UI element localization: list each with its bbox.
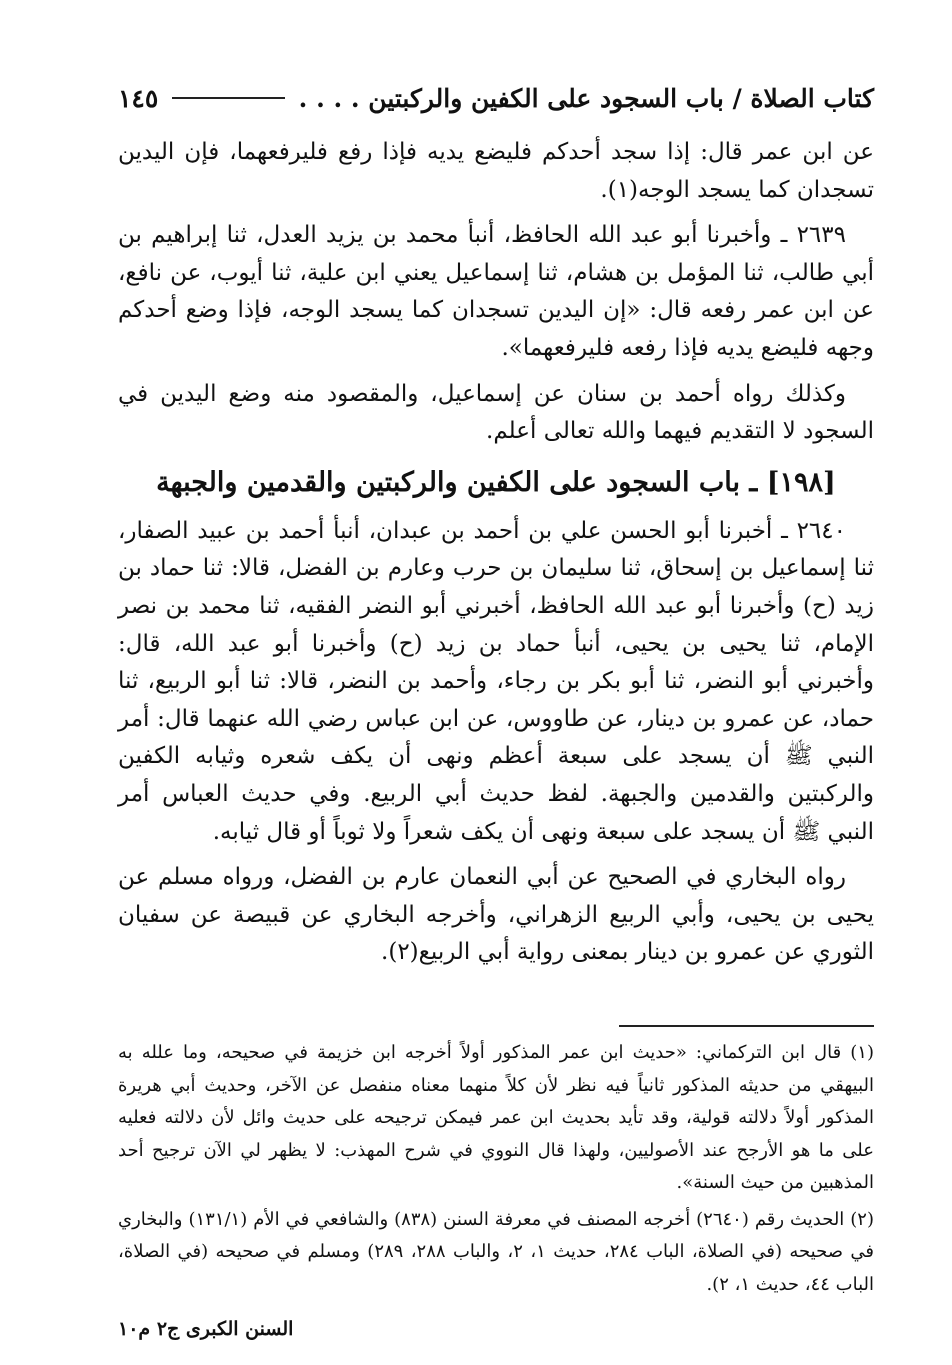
footnote-1: (١) قال ابن التركماني: «حديث ابن عمر المذكور أولاً أخرجه ابن خزيمة في صحيحه، وما علله به البيهقي من حديثه المذكور ثانياً فيه نظر لأن كلاً منهما معناه منفصل عن الآخر، وحديث أبي هريرة المذكور أولاً دلالته قولية، وقد تأيد بحديث ابن عمر فيمكن ترجيحه على حديث وائل لأن دلالته فعليه على ما هو الأرجح عند الأصوليين، ولهذا قال النووي في شرح المهذب: لا يظهر لي الآن ترجيح أحد المذهبين من حيث السنة». bbox=[118, 1042, 874, 1193]
hadith-2640: ٢٦٤٠ ـ أخبرنا أبو الحسن علي بن أحمد بن عبدان، أنبأ أحمد بن عبيد الصفار، ثنا إسماعيل بن إسحاق، ثنا سليمان بن حرب وعارم بن الفضل، قالا: ثنا حماد بن زيد (ح) وأخبرنا أبو عبد الله الحافظ، أخبرني أبو النضر الفقيه، ثنا محمد بن نصر الإمام، ثنا يحيى بن يحيى، أنبأ حماد بن زيد (ح) وأخبرنا أبو عبد الله، قال: وأخبرني أبو النضر، ثنا أبو بكر بن رجاء، وأحمد بن النضر، قالا: ثنا أبو الربيع، ثنا حماد، عن عمرو بن دينار، عن طاووس، عن ابن عباس رضي الله عنهما قال: أمر النبي ﷺ أن يسجد على سبعة أعظم ونهى أن يكف شعره وثيابه الكفين والركبتين والقدمين والجبهة. لفظ حديث أبي الربيع. وفي حديث العباس أمر النبي ﷺ أن يسجد على سبعة ونهى أن يكف شعراً ولا ثوباً أو قال ثيابه. bbox=[118, 517, 874, 845]
paragraph-3: وكذلك رواه أحمد بن سنان عن إسماعيل، والمقصود منه وضع اليدين في السجود لا التقديم فيهما والله تعالى أعلم. bbox=[118, 380, 874, 445]
paragraph-5: رواه البخاري في الصحيح عن أبي النعمان عارم بن الفضل، ورواه مسلم عن يحيى بن يحيى، وأبي الربيع الزهراني، وأخرجه البخاري عن قبيصة عن سفيان الثوري عن عمرو بن دينار بمعنى رواية أبي الربيع(٢). bbox=[118, 864, 874, 966]
signature-mark: السنن الكبرى ج٢ م١٠ bbox=[118, 1318, 294, 1340]
header-rule bbox=[172, 97, 284, 99]
running-header bbox=[118, 78, 874, 118]
running-title: كتاب الصلاة / باب السجود على الكفين والركبتين . . . . bbox=[298, 83, 874, 113]
footnote-2: (٢) الحديث رقم (٢٦٤٠) أخرجه المصنف في معرفة السنن (٨٣٨) والشافعي في الأم (١٣١/١) والبخاري في صحيحه (في الصلاة، الباب ٢٨٤، حديث ١، ٢، والباب ٢٨٨، ٢٨٩) ومسلم في صحيحه (في الصلاة، الباب ٤٤، حديث ١، ٢). bbox=[118, 1208, 875, 1295]
main-text bbox=[118, 134, 874, 972]
page-number: ١٤٥ bbox=[118, 83, 159, 113]
footnotes bbox=[118, 1037, 874, 1305]
hadith-2639: ٢٦٣٩ ـ وأخبرنا أبو عبد الله الحافظ، أنبأ محمد بن يزيد العدل، ثنا إبراهيم بن أبي طالب، ثنا المؤمل بن هشام، ثنا إسماعيل يعني ابن علية، ثنا أيوب، عن نافع، عن ابن عمر رفعه قال: «إن اليدين تسجدان كما يسجد الوجه، فإذا وضع أحدكم وجهه فليضع يديه فإذا رفعه فليرفعهما». bbox=[118, 222, 874, 361]
chapter-heading: [١٩٨] ـ باب السجود على الكفين والركبتين والقدمين والجبهة bbox=[156, 466, 836, 498]
paragraph-1: عن ابن عمر قال: إذا سجد أحدكم فليضع يديه فإذا رفع فليرفعهما، فإن اليدين تسجدان كما يسجد الوجه(١). bbox=[118, 139, 874, 203]
footnote-rule bbox=[619, 1025, 874, 1027]
